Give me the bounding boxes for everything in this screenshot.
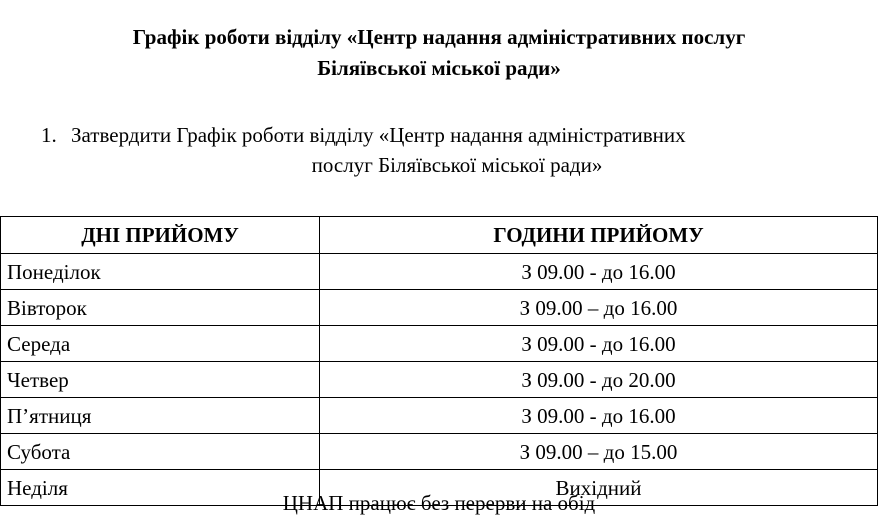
hours-cell: Вихідний bbox=[320, 470, 878, 506]
document-title-line-2: Біляївської міської ради» bbox=[317, 56, 561, 80]
hours-cell: З 09.00 – до 15.00 bbox=[320, 434, 878, 470]
table-header-row bbox=[1, 217, 878, 254]
table-row bbox=[1, 398, 878, 434]
point-text-line-2: послуг Біляївської міської ради» bbox=[311, 153, 603, 177]
header-days: ДНІ ПРИЙОМУ bbox=[1, 217, 320, 254]
hours-cell: З 09.00 - до 20.00 bbox=[320, 362, 878, 398]
day-cell: Понеділок bbox=[1, 254, 320, 290]
day-cell: Середа bbox=[1, 326, 320, 362]
table-row bbox=[1, 362, 878, 398]
schedule-table bbox=[0, 216, 878, 506]
day-cell: Неділя bbox=[1, 470, 320, 506]
point-line-1 bbox=[0, 120, 878, 150]
day-cell: Четвер bbox=[1, 362, 320, 398]
hours-cell: З 09.00 - до 16.00 bbox=[320, 254, 878, 290]
day-cell: Вівторок bbox=[1, 290, 320, 326]
document-title-line-1: Графік роботи відділу «Центр надання адміністративних послуг bbox=[132, 25, 746, 49]
table-row bbox=[1, 290, 878, 326]
table-row bbox=[1, 434, 878, 470]
hours-cell: З 09.00 – до 16.00 bbox=[320, 290, 878, 326]
table-row bbox=[1, 326, 878, 362]
point-number: 1. bbox=[41, 123, 57, 147]
point-text-line-1: Затвердити Графік роботи відділу «Центр надання адміністративних bbox=[71, 123, 686, 147]
day-cell: П’ятниця bbox=[1, 398, 320, 434]
header-hours: ГОДИНИ ПРИЙОМУ bbox=[320, 217, 878, 254]
day-cell: Субота bbox=[1, 434, 320, 470]
footer-note: ЦНАП працює без перерви на обід bbox=[282, 491, 596, 515]
hours-cell: З 09.00 - до 16.00 bbox=[320, 398, 878, 434]
numbered-point bbox=[0, 120, 878, 180]
table-row bbox=[1, 254, 878, 290]
hours-cell: З 09.00 - до 16.00 bbox=[320, 326, 878, 362]
document-title bbox=[0, 22, 878, 84]
